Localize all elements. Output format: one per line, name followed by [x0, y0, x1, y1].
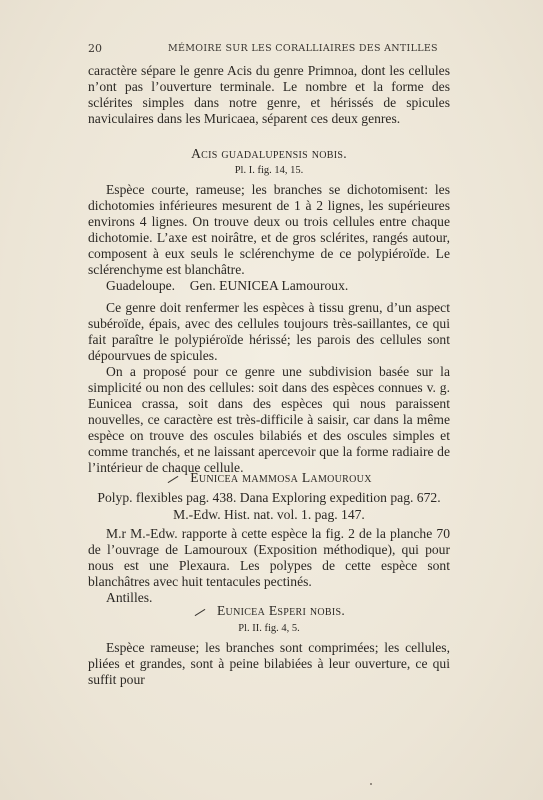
mammosa-heading-row: [88, 470, 450, 486]
genus-para-1: Ce genre doit renfermer les espèces à tissu grenu, d’un aspect subéroïde, épais, avec des cellules toujours très-saillantes, ce qui fait paraître le polypiéroïde hérissé; les parois des cellules sont dépourvues de spicules.: [88, 300, 450, 363]
page-number: 20: [88, 42, 102, 55]
genus-heading: Gen. EUNICEA Lamouroux.: [189, 278, 349, 293]
margin-tick-mark: [166, 472, 180, 482]
esperi-plate-ref: Pl. II. fig. 4, 5.: [238, 623, 300, 634]
genus-para-2: On a proposé pour ce genre une subdivision basée sur la simplicité ou non des cellules: soit dans des espèces connues v. g. Eunicea crassa, soit dans des espèces qui nous paraissent nouvelles, ce caractère est très-difficile à saisir, car dans la même espèce on trouve des oscules bilabiés et des oscules simples et comme tranchés, et ne laissant apercevoir que la forme radiaire de l’intérieur de chaque cellule.: [88, 364, 450, 475]
acis-description-text: Espèce courte, rameuse; les branches se dichotomisent: les dichotomies inférieures mesurent de 1 à 2 lignes, les supérieures environs 4 lignes. On trouve deux ou trois cellules entre chaque dichotomie. L’axe est noirâtre, et de gros sclérites, rangés autour, composent à eux seuls le sclérenchyme de ce polypiéroïde. Le sclérenchyme est blanchâtre.: [88, 182, 450, 277]
intro-paragraph: [88, 63, 450, 127]
mammosa-heading: Eunicea mammosa Lamouroux: [190, 470, 372, 485]
esperi-heading: Eunicea Esperi nobis.: [216, 603, 346, 618]
esperi-heading-row: [88, 603, 450, 619]
mammosa-ref-1: Polyp. flexibles pag. 438. Dana Exploring expedition pag. 672.: [97, 490, 441, 505]
acis-locality: Guadeloupe.: [106, 278, 176, 293]
mammosa-ref-2: M.-Edw. Hist. nat. vol. 1. pag. 147.: [173, 507, 365, 522]
genus-section: [88, 300, 450, 476]
esperi-para: Espèce rameuse; les branches sont comprimées; les cellules, pliées et grandes, sont à peine bilabiées à leur ouverture, ce qui suffit pour: [88, 640, 450, 687]
running-title: MÉMOIRE SUR LES CORALLIAIRES DES ANTILLES: [168, 43, 438, 54]
mammosa-para: M.r M.-Edw. rapporte à cette espèce la fig. 2 de la planche 70 de l’ouvrage de Lamouroux (Exposition méthodique), qui pour nous est une Plexaura. Les polypes de cette espèce sont blanchâtres avec huit tentacules pectinés.: [88, 526, 450, 589]
mammosa-locality: Antilles.: [106, 590, 153, 605]
margin-tick-mark: [193, 605, 207, 615]
ink-speck: [370, 783, 372, 785]
acis-heading: Acis guadalupensis nobis.: [191, 146, 347, 161]
intro-text: caractère sépare le genre Acis du genre Primnoa, dont les cellules n’ont pas l’ouverture terminale. Le nombre et la forme des sclérites simples dans notre genre, et hérissés de spicules naviculaires dans les Muricaea, séparent ces deux genres.: [88, 63, 450, 126]
mammosa-section: [88, 526, 450, 606]
esperi-section: [88, 640, 450, 688]
acis-plate-ref: Pl. I. fig. 14, 15.: [234, 165, 304, 176]
